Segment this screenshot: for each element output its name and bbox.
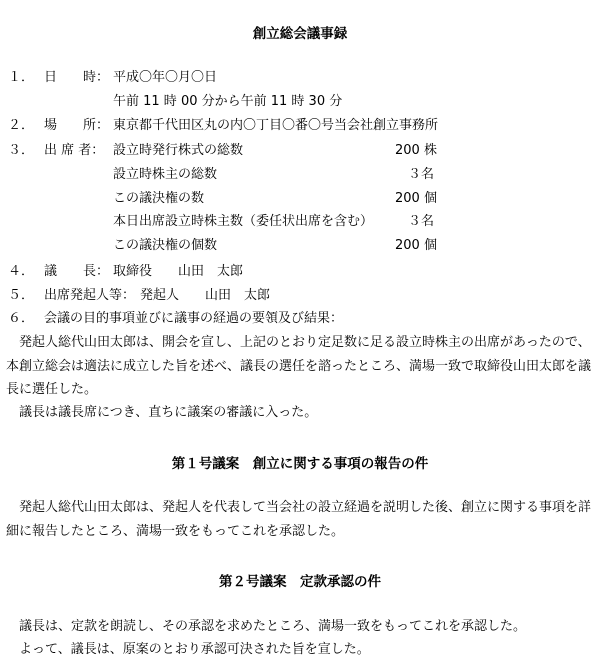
item-place-label: 場 所： (44, 118, 110, 133)
item-summary-number: ６． (8, 311, 35, 326)
item-chair (0, 262, 600, 282)
attendance-row (0, 165, 600, 185)
item-promoter (0, 286, 600, 306)
attendance-row-label: この議決権の数 (113, 191, 205, 206)
item-summary (0, 309, 600, 329)
attendance-row-label: 本日出席設立時株主数（委任状出席を含む） (113, 214, 374, 229)
item-place-value: 東京都千代田区丸の内〇丁目〇番〇号当会社創立事務所 (113, 118, 439, 133)
item-chair-label: 議 長： (44, 264, 110, 279)
item-attendance (0, 141, 600, 161)
item-date-time-value: 午前 11 時 00 分から午前 11 時 30 分 (113, 94, 343, 109)
agenda-1-body: 発起人総代山田太郎は、発起人を代表して当会社の設立経過を説明した後、創立に関する事項を詳細に報告したところ、満場一致をもってこれを承認した。 (6, 500, 592, 539)
attendance-row-label: 設立時株主の総数 (113, 167, 218, 182)
attendance-row-qty: 200 個 (395, 238, 437, 253)
item-summary-label: 会議の目的事項並びに議事の経過の要領及び結果： (44, 311, 344, 326)
attendance-row-label: 設立時発行株式の総数 (113, 143, 244, 158)
item-date-time (0, 92, 600, 112)
attendance-row-qty: ３名 (408, 167, 435, 182)
item-place-number: ２． (8, 118, 35, 133)
item-date-label: 日 時： (44, 70, 110, 85)
agenda-2-heading: 第２号議案 定款承認の件 (219, 574, 381, 590)
document-title: 創立総会議事録 (252, 26, 348, 42)
attendance-row (0, 212, 600, 232)
attendance-row-qty: ３名 (408, 214, 435, 229)
agenda-1-heading: 第１号議案 創立に関する事項の報告の件 (171, 456, 429, 472)
item-date (0, 68, 600, 88)
attendance-row-label: この議決権の個数 (113, 238, 218, 253)
item-promoter-value: 発起人 山田 太郎 (140, 288, 271, 303)
agenda-2-body-2: よって、議長は、原案のとおり承認可決された旨を宣した。 (19, 642, 370, 657)
attendance-row-qty: 200 個 (395, 191, 437, 206)
item-chair-number: ４． (8, 264, 35, 279)
agenda-2-body: 議長は、定款を朗読し、その承認を求めたところ、満場一致をもってこれを承認した。 (19, 619, 527, 634)
item-chair-value: 取締役 山田 太郎 (113, 264, 244, 279)
item-date-number: １． (8, 70, 35, 85)
item-promoter-label: 出席発起人等： (44, 288, 136, 303)
item-attendance-number: ３． (8, 143, 35, 158)
intro-paragraph: 発起人総代山田太郎は、開会を宣し、上記のとおり定足数に足る設立時株主の出席があったので、本創立総会は適法に成立した旨を述べ、議長の選任を諮ったところ、満場一致で取締役山田太郎を議長に選任した。 (6, 335, 592, 397)
attendance-row-qty: 200 株 (395, 143, 437, 158)
item-promoter-number: ５． (8, 288, 35, 303)
attendance-row (0, 189, 600, 209)
attendance-row (0, 236, 600, 256)
item-attendance-label: 出 席 者： (44, 143, 105, 158)
intro-paragraph-2: 議長は議長席につき、直ちに議案の審議に入った。 (19, 405, 318, 420)
item-place (0, 116, 600, 136)
item-date-value: 平成〇年〇月〇日 (113, 70, 218, 85)
